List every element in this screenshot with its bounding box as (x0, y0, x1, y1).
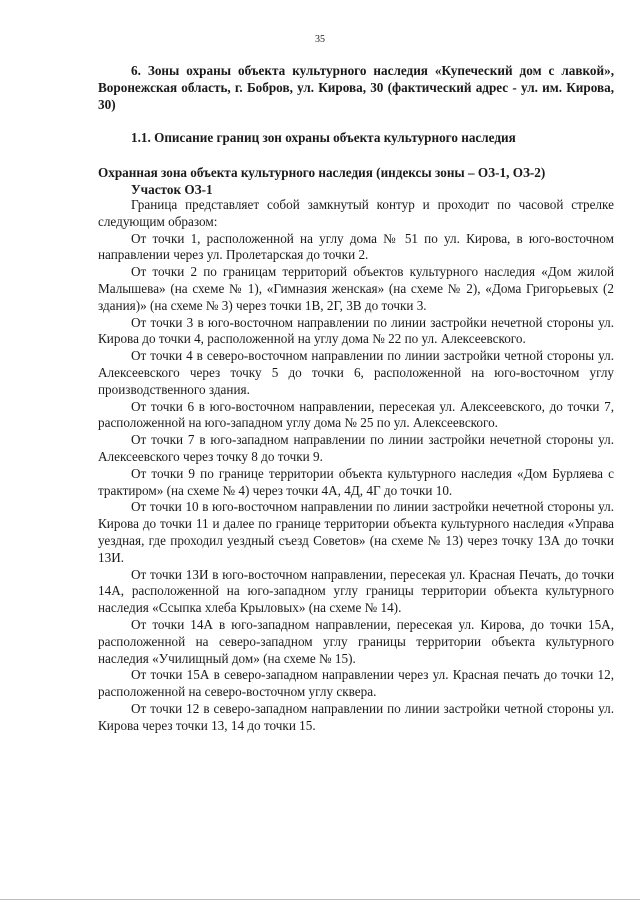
paragraph: От точки 2 по границам территорий объектов культурного наследия «Дом жилой Малышева» (на схеме № 1), «Гимназия женская» (на схеме № 2), «Дома Григорьевых (2 здания)» (на схеме № 3) через точки 1В, 2Г, 3В до точки 3. (98, 264, 614, 313)
zone-title-line: Охранная зона объекта культурного наследия (индексы зоны – ОЗ-1, ОЗ-2) (98, 165, 546, 180)
subsection-title: 1.1. Описание границ зон охраны объекта культурного наследия (131, 130, 516, 145)
paragraph: От точки 9 по границе территории объекта культурного наследия «Дом Бурляева с трактиром» (на схеме № 4) через точки 4А, 4Д, 4Г до точки 10. (98, 465, 614, 498)
paragraph: От точки 4 в северо-восточном направлении по линии застройки четной стороны ул. Алексеевского через точку 5 до точки 6, расположенной на юго-восточном углу производственного здания. (98, 348, 614, 397)
paragraph: От точки 6 в юго-восточном направлении, пересекая ул. Алексеевского, до точки 7, расположенной на юго-западном углу дома № 25 по ул. Алексеевского. (98, 398, 614, 431)
paragraph: От точки 15А в северо-западном направлении через ул. Красная печать до точки 12, расположенной на северо-восточном углу сквера. (98, 667, 614, 700)
paragraph: От точки 12 в северо-западном направлении по линии застройки четной стороны ул. Кирова через точки 13, 14 до точки 15. (98, 700, 614, 733)
section-title: 6. Зоны охраны объекта культурного наследия «Купеческий дом с лавкой», Воронежская область, г. Бобров, ул. Кирова, 30 (фактический адрес - ул. им. Кирова, 30) (98, 63, 614, 112)
paragraph: От точки 14А в юго-западном направлении, пересекая ул. Кирова, до точки 15А, расположенной на северо-западном углу границы территории объекта культурного наследия «Училищный дом» (на схеме № 15). (98, 616, 614, 666)
paragraph: От точки 3 в юго-восточном направлении по линии застройки нечетной стороны ул. Кирова до точки 4, расположенной на углу дома № 22 по ул. Алексеевского. (98, 314, 614, 347)
zone-subtitle: Участок ОЗ-1 (131, 182, 213, 197)
paragraph: От точки 7 в юго-западном направлении по линии застройки нечетной стороны ул. Алексеевского через точку 8 до точки 9. (98, 432, 614, 464)
paragraph: От точки 13И в юго-восточном направлении, пересекая ул. Красная Печать, до точки 14А, расположенной на юго-западном углу границы территории объекта культурного наследия «Ссыпка хлеба Крыловых» (на схеме № 14). (98, 566, 614, 616)
body-text (98, 197, 614, 735)
paragraph: От точки 1, расположенной на углу дома № 51 по ул. Кирова, в юго-восточном направлении через ул. Пролетарская до точки 2. (98, 230, 614, 263)
page-number: 35 (315, 34, 325, 45)
paragraph: От точки 10 в юго-восточном направлении по линии застройки нечетной стороны ул. Кирова до точки 11 и далее по границе территории объекта культурного наследия «Управа уездная, где проходил уездный съезд Советов» (на схеме № 13) через точку 13А до точки 13И. (98, 499, 614, 565)
zone-title (98, 164, 614, 198)
paragraph: Граница представляет собой замкнутый контур и проходит по часовой стрелке следующим образом: (98, 197, 614, 229)
page-edge-divider (0, 899, 640, 900)
